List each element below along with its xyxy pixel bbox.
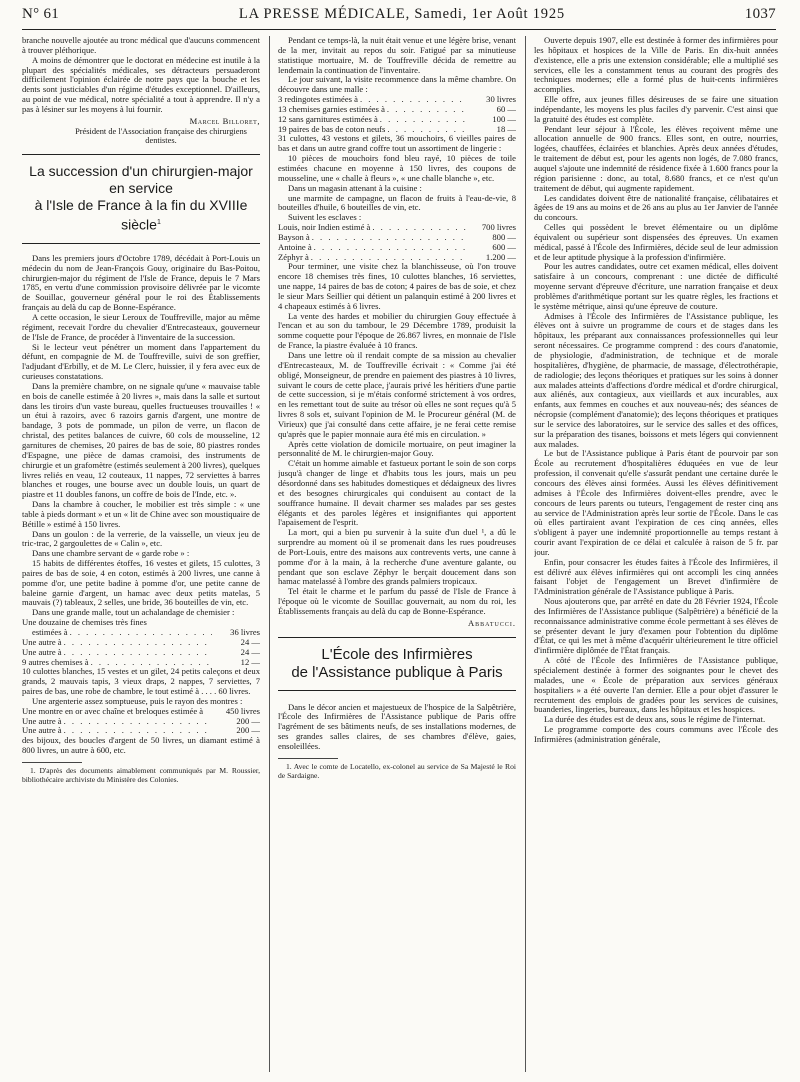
item-amount: 200 —: [236, 725, 260, 736]
paragraph: Tel était le charme et le parfum du passé de l'Isle de France à l'époque où le vicomte de Souillac gouvernait, au nom du roi, les Établissements français au delà du cap de Bonne-Espérance.: [278, 586, 516, 616]
inventory-list: [278, 95, 516, 134]
issue-number: N° 61: [22, 6, 60, 22]
page-number: 1037: [744, 6, 776, 22]
author-name: Marcel Billoret,: [189, 115, 260, 126]
paragraph: Dans une grande malle, tout un achalandage de chemisier :: [32, 607, 235, 618]
inventory-list: [22, 707, 260, 737]
item-label: Une autre à: [22, 636, 62, 647]
item-label: Une autre à: [22, 646, 62, 657]
paragraph: Une argenterie assez somptueuse, puis le rayon des montres :: [32, 695, 243, 706]
paragraph: Dans les premiers jours d'Octobre 1789, décédait à Port-Louis un médecin du nom de Jean-François Gouy, originaire du Bas-Poitou, chirurgien-major du régiment de l'Isle de France, depuis le 7 Mars 1785, en vertu d'une commission provisoire délivrée par le vicomte de Souillac, gouverneur général pour le roi des Établissements français au delà du cap de Bonne-Espérance.: [22, 252, 260, 313]
item-label: 12 sans garnitures estimées à: [278, 113, 378, 124]
column-divider: [525, 36, 526, 1072]
list-item: [278, 233, 516, 243]
paragraph: Pendant ce temps-là, la nuit était venue et une légère brise, venant de la mer, invitait au repos du soir. Fatigué par sa minutieuse statistique mortuaire, M. de Touffreville décida de remettre au lendemain la continuation de l'inventaire.: [278, 36, 516, 75]
item-label: Une autre à: [22, 715, 62, 726]
paragraph: A cette occasion, le sieur Leroux de Touffreville, major au même régiment, recevait l'ordre du chevalier d'Entrecasteaux, gouverneur de l'Isle de France, de procéder à l'inventaire de la succession.: [22, 312, 260, 342]
column-1: [22, 36, 260, 1076]
headline-line: de l'Assistance publique à Paris: [291, 663, 503, 681]
paragraph: une marmite de campagne, un flacon de fruits à l'eau-de-vie, 8 bouteilles d'huile, 6 bouteilles de vin, etc.: [278, 192, 516, 213]
paragraph: Le but de l'Assistance publique à Paris étant de pourvoir par son École au recrutement d'hospitalières éduquées en vue de leur profession, il convenait qu'elle s'assurât pendant une certaine durée le concours des élèves ainsi formées. Aussi les élèves définitivement admises à l'École des Infirmières doivent-elles prendre, avec le concours de leurs parents ou tuteurs, l'engagement de rester cinq ans au service de l'Administration après leur sortie de l'École. Dans le cas où elles partiraient avant l'expiration de ces cinq années, elles s'obligent à payer une indemnité proportionnelle au temps restant à courir avant l'expiration de ce délai et calculée à raison de 5 fr. par jour.: [534, 448, 778, 557]
paragraph: Enfin, pour consacrer les études faites à l'École des Infirmières, il est délivré aux élèves infirmières qui ont accompli les cinq années faisant l'objet de l'engagement un Brevet d'infirmière de l'Administration générale de l'Assistance publique à Paris.: [534, 556, 778, 597]
paragraph: Dans la première chambre, on ne signale qu'une « mauvaise table en bois de canelle estimée à 20 livres », mais dans la salle et surtout dans les tiroirs d'un vaste bureau, quelles fructueuses trouvailles ! « un étui à razoirs, avec 6 razoirs garnis d'argent, une montre de bandage, 3 pots de pommade, un pilon de verre, un flacon de christal, des petites balances de cuivre, 60 cols de mousseline, 12 garnitures de chemises, 20 paires de bas de soie, 80 piastres rondes d'Espagne, une pièce de damas cramoisi, des instruments de chirurgie et un grafomètre (estimés seulement à 200 livres), quelques livres reliés en veau, 12 couteaux, 11 nappes, 72 serviettes à barres blanches et rouges, une bourse avec un double louis, un quart de piastre et 11 doubles fanons, un coffre de bois de l'Inde, etc. ».: [22, 380, 260, 500]
paragraph: Dans un magasin attenant à la cuisine :: [288, 182, 422, 193]
item-amount: 24 —: [240, 636, 260, 647]
paragraph: Celles qui possèdent le brevet élémentaire ou un diplôme équivalent ou supérieur sont dispensées des épreuves. Un examen médical, passé à l'École des Infirmières, décide seul de leur admission et de leur aptitude physique à la profession d'infirmière.: [534, 222, 778, 262]
paragraph: Pour les autres candidates, outre cet examen médical, elles doivent satisfaire à un concours, comprenant : une dictée de difficulté moyenne servant d'épreuve d'écriture, une narration française et deux problèmes d'arithmétique portant sur les quatre règles, les fractions et le système métrique, ainsi qu'une épreuve de couture.: [534, 261, 778, 311]
item-amount: 600 —: [492, 241, 516, 252]
paragraph: des bijoux, des boucles d'argent de 50 livres, un diamant estimé à 800 livres, un autre à 600, etc.: [22, 735, 260, 756]
item-label: estimées à: [32, 627, 68, 637]
item-label: Bayson à: [278, 231, 310, 242]
paragraph: La durée des études est de deux ans, sous le régime de l'internat.: [544, 714, 766, 725]
item-label: 13 chemises garnies estimées à: [278, 103, 385, 114]
paragraph: Admises à l'École des Infirmières de l'Assistance publique, les élèves ont à suivre un programme de cours et de stages dans les hôpitaux, les préparant aux connaissances professionnelles qui leur seront nécessaires. Ce programme comprend : des cours d'anatomie, de physiologie, d'administration, de technique et de morale hospitalières, d'hygiène, de pharmacie, de massage, d'électrothérapie, de radiologie; des leçons théoriques et pratiques sur les soins à donner aux malades atteints d'affections d'ordre médical et d'ordre chirurgical, aux aliénés, aux contagieux, aux vieillards et aux incurables, aux enfants, aux femmes en couches et aux nouveau-nés; des séances de nécropsie (complément d'anatomie); des leçons théoriques et pratiques sur le service des laboratoires, sur le service des salles et des offices, sur la préparation des tisanes, boissons et mets légers qui conviennent aux malades.: [534, 310, 778, 449]
item-label: 3 redingotes estimées à: [278, 94, 358, 105]
item-amount: 36 livres: [230, 627, 260, 637]
item-label: Louis, noir Indien estimé à: [278, 222, 371, 233]
item-amount: 200 —: [236, 715, 260, 726]
footnote: 1. D'après des documents aimablement communiqués par M. Roussier, bibliothécaire archiviste du Ministère des Colonies.: [22, 765, 260, 784]
header-rule: [22, 29, 776, 30]
article-headline: [22, 154, 260, 244]
list-item: [278, 243, 516, 253]
paragraph: La mort, qui a bien pu survenir à la suite d'un duel ¹, a dû le surprendre au moment où il se promenait dans les rues poudreuses de Port-Louis, entre des maisons aux contrevents verts, une canne à pomme d'or à la main, à la recherche d'une aventure galante, ou pendant que son esclave Zéphyr le berçait doucement dans son hamac matelassé à l'ombre des grands palmiers tropicaux.: [278, 527, 516, 587]
paragraph: 31 culottes, 43 vestons et gilets, 36 mouchoirs, 6 vieilles paires de bas et dans un autre grand coffre tout un assortiment de lingerie :: [278, 133, 516, 154]
author-signature: Abbatucci.: [467, 617, 516, 628]
item-amount: 18 —: [496, 123, 516, 134]
item-amount: 60 —: [496, 103, 516, 114]
inventory-list: [22, 618, 260, 667]
item-amount: 12 —: [240, 656, 260, 667]
item-label: Une autre à: [22, 725, 62, 736]
item-label: 9 autres chemises à: [22, 656, 89, 667]
headline-line: L'École des Infirmières: [321, 645, 473, 663]
headline-line: [22, 197, 260, 234]
paragraph: Dans le décor ancien et majestueux de l'hospice de la Salpêtrière, l'École des Infirmières de l'Assistance publique de Paris offre l'agrément de ses bâtiments neufs, de ses installations modernes, de ses grandes salles claires, de ses chambres d'élève, gaies, ensoleillées.: [278, 701, 516, 751]
item-label: Une douzaine de chemises très fines: [22, 617, 147, 628]
paragraph: 15 habits de différentes étoffes, 16 vestes et gilets, 15 culottes, 3 paires de bas de soie, 4 en coton, estimés à 200 livres, une canne à pomme d'or, une petite badine à pomme d'or, une petite canne de baleine garnie d'argent, un hamac avec deux petits matelas, 5 mauvais (?) tableaux, 2 selles, une bride, 36 bouteilles de vin, etc.: [22, 558, 260, 608]
footnote: 1. Avec le comte de Locatello, ex-colonel au service de Sa Majesté le Roi de Sardaigne.: [278, 761, 516, 780]
column-3: [534, 36, 778, 1076]
item-amount: 1.200 —: [485, 251, 516, 262]
column-2: [278, 36, 516, 1076]
item-label: Antoine à: [278, 241, 312, 252]
paragraph: 10 pièces de mouchoirs fond bleu rayé, 10 pièces de toile estimées chacune en moyenne à 150 livres, des coupons de mousseline, une « challe à fleurs », « une challe blanche », etc.: [278, 153, 516, 183]
paragraph: Ouverte depuis 1907, elle est destinée à former des infirmières pour les hôpitaux et hospices de la Ville de Paris. En dix-huit années d'existence, elle a pris une extension considérable; elle a multiplié ses services, elle les a constamment tenus au courant des progrès des techniques modernes; elle a formé plus de huit-cents infirmières accomplies.: [534, 36, 778, 95]
item-label: Zéphyr à: [278, 251, 309, 262]
paragraph: A côté de l'École des Infirmières de l'Assistance publique, spécialement destinée à former des soignantes pour le chevet des malades, une « École de préparation aux services généraux hospitaliers » a été ouverte l'an dernier. Elle a pour objet d'assurer le recrutement des emplois de gradées pour les services de cuisines, buanderies, lingeries, bureaux, dans les hôpitaux et les hospices.: [534, 655, 778, 715]
paragraph: Dans un goulon : de la verrerie, de la vaisselle, un vieux jeu de tric-trac, 2 gargoulettes de « Calin », etc.: [22, 528, 260, 549]
paragraph: branche nouvelle ajoutée au tronc médical que d'aucuns commencent à trouver pléthorique.: [22, 36, 260, 55]
item-amount: 700 livres: [481, 222, 516, 233]
inventory-list: [278, 223, 516, 262]
item-amount: 450 livres: [225, 705, 260, 716]
item-amount: 100 —: [492, 113, 516, 124]
paragraph: Après cette violation de domicile mortuaire, on peut imaginer la personnalité de M. le chirurgien-major Gouy.: [278, 438, 516, 459]
paragraph: Elle offre, aux jeunes filles désireuses de se faire une situation indépendante, les moyens les plus faciles d'y parvenir. C'est ainsi que la gratuité des études est complète.: [534, 94, 778, 124]
paragraph: Dans la chambre à coucher, le mobilier est très simple : « une table à pieds dormant » et un « lit de Chine avec son moustiquaire de Bétille » estimé à 150 livres.: [22, 499, 260, 529]
paragraph: Pour terminer, une visite chez la blanchisseuse, où l'on trouve encore 18 chemises très fines, 10 culottes blanches, 16 serviettes, une nappe, 14 paires de bas de coton; 4 paires de bas de soie, et chez le sieur Mars Seillier qui détient un palanquin estimé à 200 livres et 4 chapeaux estimés à 6 livres.: [278, 261, 516, 311]
paragraph: Si le lecteur veut pénétrer un moment dans l'appartement du défunt, en compagnie de M. de Touffreville, suivi de son greffier, l'adjudant d'Erbilly, et de M. Le Clerc, huissier, il y fera avec eux de curieuses constatations.: [22, 341, 260, 382]
paragraph: 10 culottes blanches, 15 vestes et un gilet, 24 petits caleçons et deux grands, 2 mauvais tapis, 3 vieux draps, 2 nappes, 7 serviettes, 7 paires de bas, une robe de chambre, le tout estimé à . . . . 60 livres.: [22, 666, 260, 697]
paragraph: Dans une lettre où il rendait compte de sa mission au chevalier d'Entrecasteaux, M. de Touffreville écrivait : « Comme j'ai été obligé, Monseigneur, de prendre en paiement des piastres à 10 livres, suivant le cours de cette place, j'aurais privé les héritiers d'une partie de cette succession, si je m'étais conformé strictement à vos ordres, en les remettant tout de suite au trésor où elles ne sont reçues qu'à 5 livres 8 sols et, suivant l'opinion de M. le Procureur général (M. de Virieux) que j'ai consulté dans cette affaire, je ne ferai cette remise qu'après que le papier monnaie aura été mis en circulation. »: [278, 350, 516, 439]
item-label: 19 paires de bas de coton neufs: [278, 123, 386, 134]
paragraph: Dans une chambre servant de « garde robe » :: [32, 548, 190, 559]
paragraph: Pendant leur séjour à l'École, les élèves reçoivent même une allocation annuelle de 900 francs. Elles sont, en outre, nourries, logées, chauffées, éclairées et blanchies. Après deux années d'études, le traitement de début est, pour les agents non logés, de 7.080 francs, auquel s'ajoute une indemnité de résidence fixée à 1.600 francs pour la région parisienne : donc, au total, 8.680 francs, et ce n'est qu'un traitement de début, qui augmente rapidement.: [534, 123, 778, 193]
headline-line: en service: [109, 180, 173, 197]
paragraph: La vente des hardes et mobilier du chirurgien Gouy effectuée à l'encan et au son du tambour, le 29 Décembre 1789, produisit la somme coquette pour l'époque de 26.867 livres, en monnaie de l'Isle de France, la piastre évaluée à 10 francs.: [278, 310, 516, 351]
footnote-marker: 1: [156, 219, 161, 227]
signature: [22, 117, 260, 127]
list-item: [278, 223, 516, 233]
paragraph: Le jour suivant, la visite recommence dans la même chambre. On découvre dans une malle :: [278, 74, 516, 95]
running-head: [22, 6, 776, 26]
footnote-rule: [278, 758, 338, 759]
footnote-rule: [22, 762, 82, 763]
author-title: Président de l'Association française des chirurgiens dentistes.: [75, 126, 247, 146]
item-label: Une montre en or avec chaîne et breloques estimée à: [22, 705, 204, 716]
paragraph: Suivent les esclaves :: [288, 212, 362, 223]
paragraph: Les candidates doivent être de nationalité française, célibataires et âgées de 19 ans au moins et de 26 ans au plus au 1er Janvier de l'année du concours.: [534, 192, 778, 223]
paragraph: Le programme comporte des cours communs avec l'École des Infirmières (administration générale,: [534, 724, 778, 744]
headline-text: à l'Isle de France à la fin du XVIIIe siècle: [34, 197, 248, 233]
article-headline: [278, 637, 516, 691]
item-amount: 800 —: [492, 231, 516, 242]
headline-line: La succession d'un chirurgien-major: [29, 163, 253, 180]
item-amount: 30 livres: [486, 94, 516, 105]
item-amount: 24 —: [240, 646, 260, 657]
paragraph: A moins de démontrer que le doctorat en médecine est inutile à la plupart des spécialités médicales, ses détracteurs persuaderont difficilement l'opinion éclairée de notre pays que la bouche et les dents sont justiciables d'un régime d'études exceptionnel. D'ailleurs, au point de vue médical, notre spécialité a tout à apprendre. Il n'y a pas à lésiner sur les moyens à lui fournir.: [22, 54, 260, 114]
paragraph: Nous ajouterons que, par arrêté en date du 28 Février 1924, l'École des Infirmières de l'Assistance publique (Salpêtrière) a bénéficié de la reconnaissance administrative comme école permettant à ses élèves de se présenter devant le jury d'examen pour l'obtention du diplôme d'État, ce qui les met à même d'acquérir ultérieurement le titre officiel d'infirmière diplômée de l'État français.: [534, 596, 778, 656]
column-divider: [269, 36, 270, 1072]
journal-title: LA PRESSE MÉDICALE, Samedi, 1er Août 1925: [238, 6, 565, 22]
paragraph: C'était un homme aimable et fastueux portant le soin de son corps jusqu'à changer de linge et d'habits tous les jours, mais un peu désordonné dans ses habitudes domestiques et dédaigneux des livres et des besognes chirurgicales qui conduisent au contact de la souffrance humaine. Il devait charmer ses malades par ses gestes élégants et des paroles légères et insignifiantes qui apportent l'apaisement de l'esprit.: [278, 458, 516, 528]
